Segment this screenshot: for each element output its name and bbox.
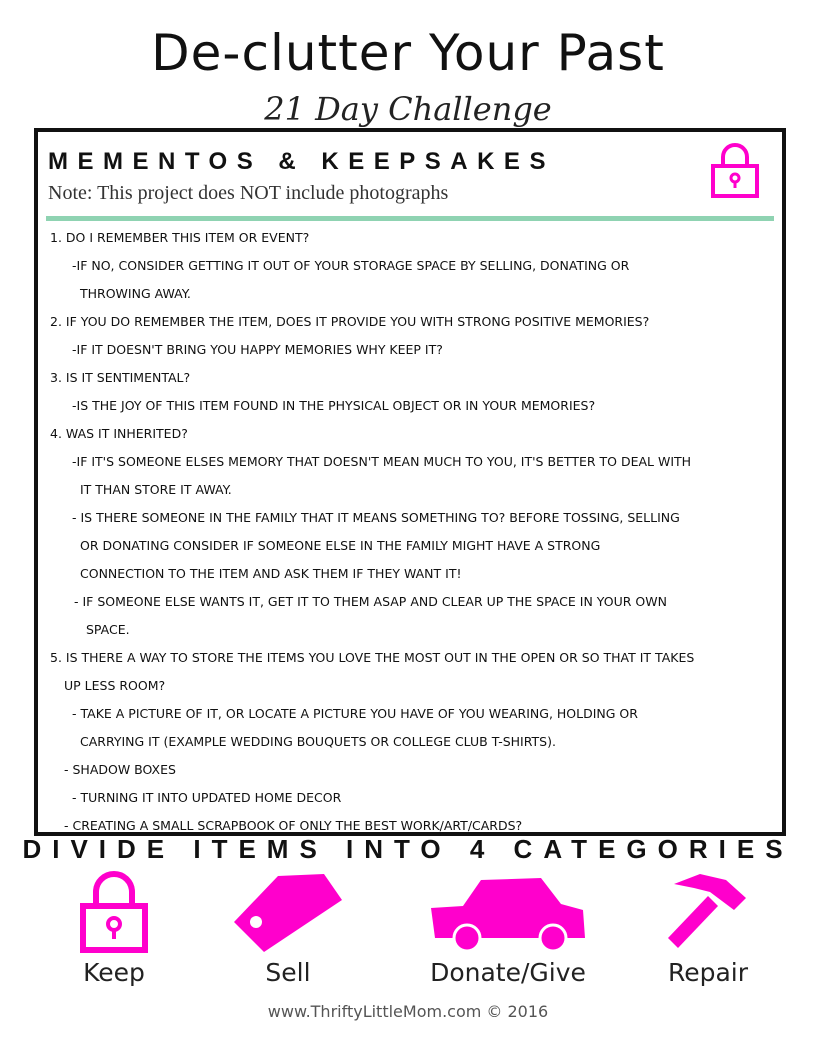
checklist-line: -IF IT DOESN'T BRING YOU HAPPY MEMORIES WHY KEEP IT? — [72, 342, 443, 357]
checklist-line: - TAKE A PICTURE OF IT, OR LOCATE A PICTURE YOU HAVE OF YOU WEARING, HOLDING OR — [72, 706, 638, 721]
checklist-line: - TURNING IT INTO UPDATED HOME DECOR — [72, 790, 342, 805]
checklist-line: SPACE. — [86, 622, 130, 637]
lock-icon — [710, 142, 760, 198]
category-label: Sell — [265, 958, 311, 987]
category-label: Keep — [83, 958, 145, 987]
category-label: Repair — [667, 958, 749, 987]
category-sell — [228, 870, 348, 987]
checklist-line: CONNECTION TO THE ITEM AND ASK THEM IF THEY WANT IT! — [80, 566, 462, 581]
footer-credit: www.ThriftyLittleMom.com © 2016 — [267, 1002, 549, 1021]
category-donate — [418, 870, 598, 987]
checklist-line: - SHADOW BOXES — [64, 762, 176, 777]
checklist-line: 2. IF YOU DO REMEMBER THE ITEM, DOES IT PROVIDE YOU WITH STRONG POSITIVE MEMORIES? — [50, 314, 650, 329]
category-label: Donate/Give — [430, 958, 586, 987]
category-repair — [648, 870, 768, 987]
checklist-line: 4. WAS IT INHERITED? — [50, 426, 188, 441]
checklist — [50, 224, 778, 840]
checklist-line: CARRYING IT (EXAMPLE WEDDING BOUQUETS OR COLLEGE CLUB T-SHIRTS). — [80, 734, 556, 749]
checklist-line: -IF IT'S SOMEONE ELSES MEMORY THAT DOESN'T MEAN MUCH TO YOU, IT'S BETTER TO DEAL WITH — [72, 454, 692, 469]
car-icon — [425, 870, 591, 954]
checklist-line: THROWING AWAY. — [80, 286, 191, 301]
section-title: MEMENTOS & KEEPSAKES — [48, 148, 555, 175]
section-divider — [46, 216, 774, 221]
price-tag-icon — [228, 870, 348, 954]
page-title: De-clutter Your Past — [151, 24, 665, 82]
checklist-line: - IS THERE SOMEONE IN THE FAMILY THAT IT MEANS SOMETHING TO? BEFORE TOSSING, SELLING — [72, 510, 680, 525]
checklist-line: -IF NO, CONSIDER GETTING IT OUT OF YOUR STORAGE SPACE BY SELLING, DONATING OR — [72, 258, 630, 273]
checklist-line: - CREATING A SMALL SCRAPBOOK OF ONLY THE BEST WORK/ART/CARDS? — [64, 818, 523, 833]
checklist-line: OR DONATING CONSIDER IF SOMEONE ELSE IN THE FAMILY MIGHT HAVE A STRONG — [80, 538, 601, 553]
category-keep — [64, 870, 164, 987]
checklist-line: IT THAN STORE IT AWAY. — [80, 482, 232, 497]
hammer-icon — [666, 870, 750, 954]
section-note: Note: This project does NOT include photographs — [48, 182, 449, 204]
checklist-line: - IF SOMEONE ELSE WANTS IT, GET IT TO THEM ASAP AND CLEAR UP THE SPACE IN YOUR OWN — [74, 594, 667, 609]
checklist-line: UP LESS ROOM? — [64, 678, 166, 693]
checklist-line: 5. IS THERE A WAY TO STORE THE ITEMS YOU LOVE THE MOST OUT IN THE OPEN OR SO THAT IT TAKES — [50, 650, 695, 665]
categories-title: DIVIDE ITEMS INTO 4 CATEGORIES — [22, 834, 794, 864]
page-subtitle: 21 Day Challenge — [264, 90, 552, 128]
mementos-section-box — [34, 128, 786, 836]
checklist-line: -IS THE JOY OF THIS ITEM FOUND IN THE PHYSICAL OBJECT OR IN YOUR MEMORIES? — [72, 398, 596, 413]
lock-icon — [78, 870, 150, 954]
checklist-line: 3. IS IT SENTIMENTAL? — [50, 370, 191, 385]
checklist-line: 1. DO I REMEMBER THIS ITEM OR EVENT? — [50, 230, 310, 245]
